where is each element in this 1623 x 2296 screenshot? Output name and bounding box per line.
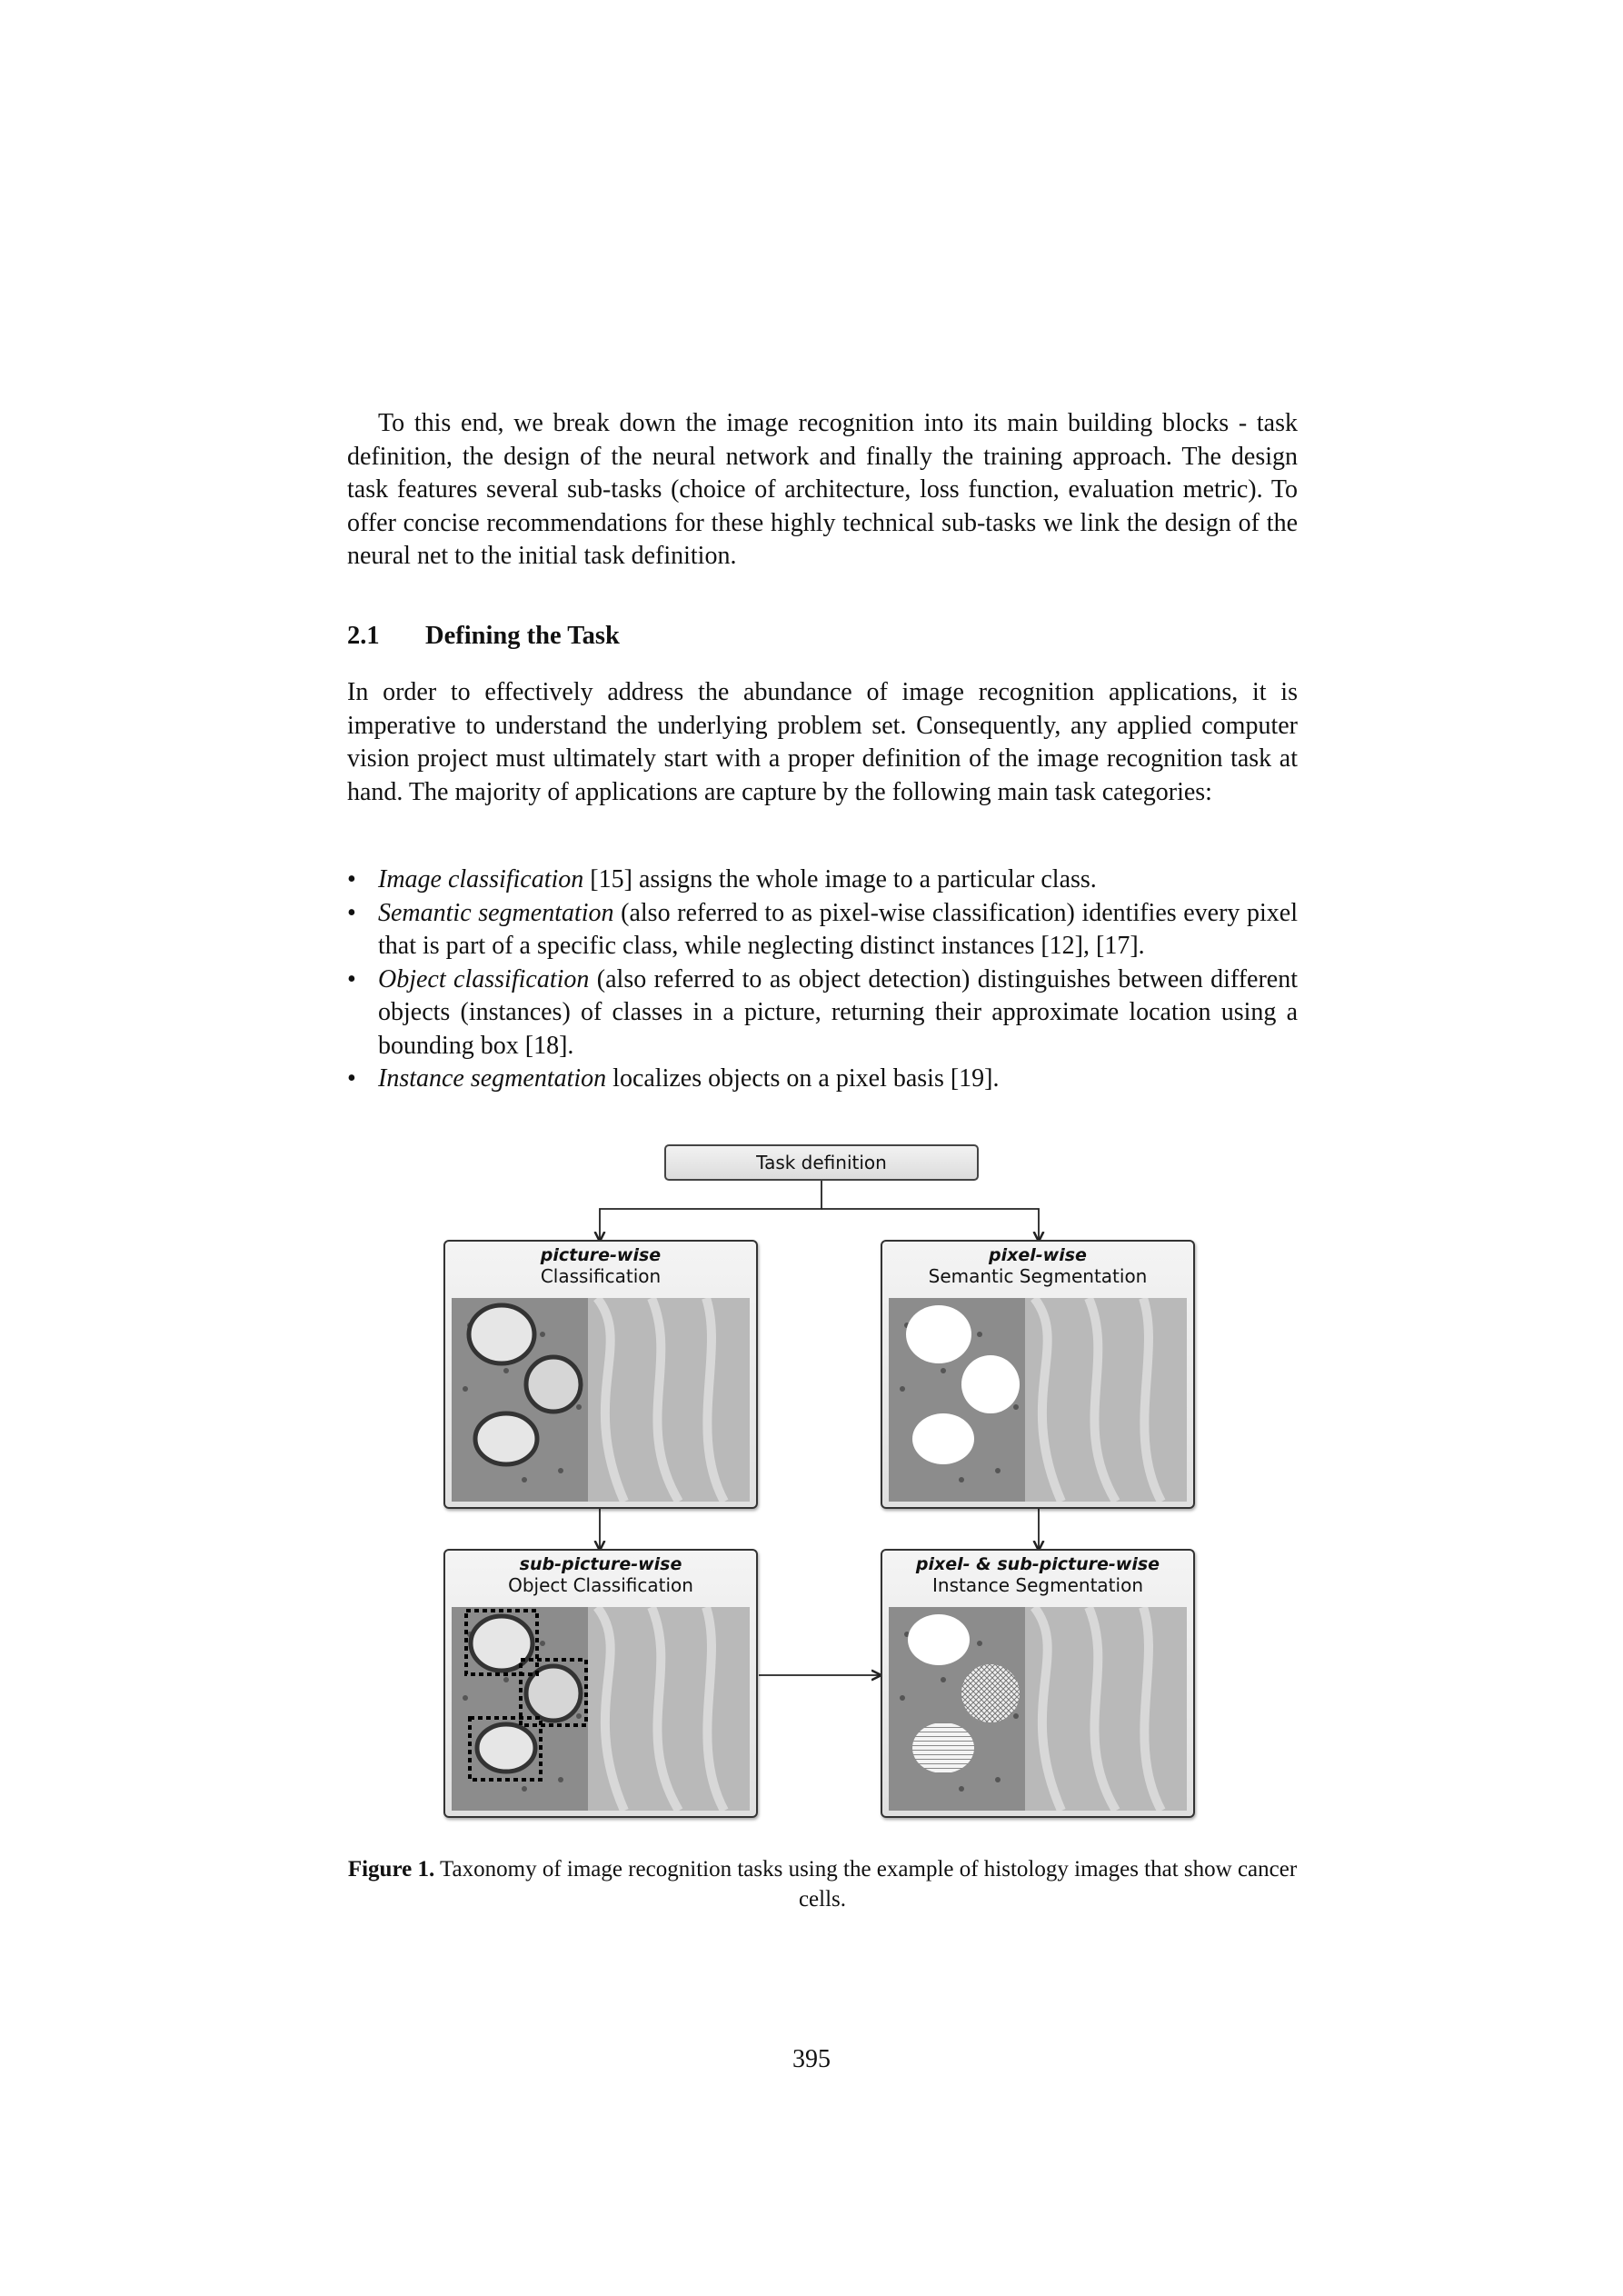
histology-image (889, 1607, 1187, 1811)
classification-panel (443, 1240, 758, 1509)
figure-caption (347, 1854, 1298, 1914)
histology-image (452, 1607, 750, 1811)
bullet-term: Semantic segmentation (378, 898, 614, 927)
bullet-text: (also referred to as pixel-wise classification) identifies every pixel that is part of a specific class, while neglecting distinct instances [12], [17]. (378, 898, 1299, 960)
panel-subtitle: picture-wise (540, 1245, 662, 1265)
intro-paragraph: To this end, we break down the image recognition into its main building blocks - task definition, the design of the neural network and finally the training approach. The design task features several sub-tasks (choice of architecture, loss function, evaluation metric). To offer concise recommendations for these highly technical sub-tasks we link the design of the neural net to the initial task definition. (347, 409, 1298, 570)
panel-title: Object Classification (508, 1574, 693, 1596)
bullet-text: localizes objects on a pixel basis [19]. (606, 1064, 1000, 1093)
caption-text: Taxonomy of image recognition tasks using the example of histology images that show cancer cells. (434, 1857, 1298, 1912)
instance-segmentation-panel (881, 1549, 1195, 1818)
panel-title: Classification (540, 1265, 662, 1287)
panel-title: Instance Segmentation (932, 1574, 1143, 1596)
histology-image (889, 1298, 1187, 1502)
bullet-term: Instance segmentation (378, 1064, 607, 1093)
bullet-term: Image classification (378, 865, 584, 893)
bullet-text: (also referred to as object detection) distinguishes between different objects (instances) of classes in a picture, returning their approximate location using a bounding box [18]. (378, 964, 1298, 1060)
panel-subtitle: pixel-wise (989, 1245, 1087, 1265)
task-definition-box: Task definition (664, 1144, 979, 1181)
page-number: 395 (792, 2045, 831, 2073)
bullet-icon: • (347, 898, 356, 927)
caption-label: Figure 1. (347, 1857, 435, 1882)
histology-image (452, 1298, 750, 1502)
bullet-icon: • (347, 1064, 356, 1093)
panel-subtitle: sub-picture-wise (519, 1554, 682, 1574)
bullet-term: Object classification (378, 964, 590, 993)
panel-title: Semantic Segmentation (928, 1265, 1148, 1287)
bullet-icon: • (347, 865, 356, 893)
section-number: 2.1 (347, 622, 380, 650)
bullet-icon: • (347, 964, 356, 993)
bullet-text: [15] assigns the whole image to a particular class. (583, 865, 1097, 893)
panel-subtitle: pixel- & sub-picture-wise (915, 1554, 1160, 1574)
section-paragraph: In order to effectively address the abundance of image recognition applications, it is imperative to understand the underlying problem set. Consequently, any applied computer vision project must ultimately start with a proper definition of the image recognition task at hand. The majority of applications are capture by the following main task categories: (347, 678, 1298, 806)
semantic-segmentation-panel (881, 1240, 1195, 1509)
object-classification-panel (443, 1549, 758, 1818)
section-title: Defining the Task (425, 622, 620, 650)
